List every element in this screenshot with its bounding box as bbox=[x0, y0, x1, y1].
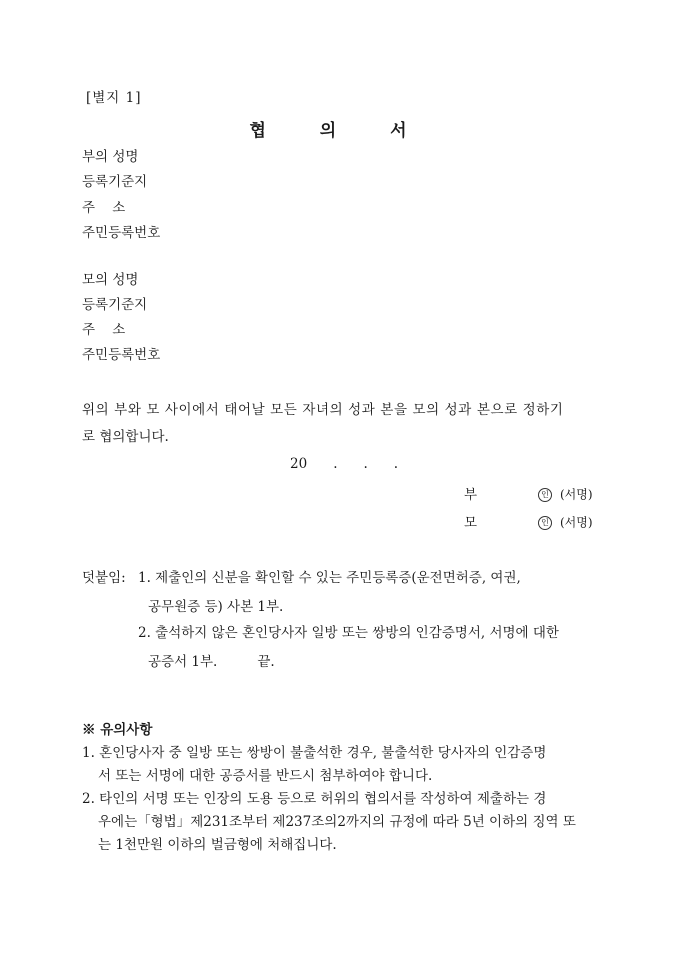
mother-name-label: 모의 성명 bbox=[82, 272, 139, 288]
attachment-item-2-line2: 공증서 1부. bbox=[148, 654, 218, 670]
note-item-2-line2: 우에는「형법」제231조부터 제237조의2까지의 규정에 따라 5년 이하의 징역 또 bbox=[98, 814, 576, 830]
father-address-label: 주 소 bbox=[82, 200, 126, 216]
end-mark: 끝. bbox=[257, 654, 275, 670]
date-year: 20 bbox=[290, 456, 308, 472]
date-dot: . bbox=[363, 456, 368, 472]
attachments-heading: 덧붙임: bbox=[82, 570, 126, 586]
document-title: 협 의 서 bbox=[249, 121, 431, 141]
mother-address-label: 주 소 bbox=[82, 322, 126, 338]
mother-signature bbox=[538, 516, 593, 530]
notes-title: ※ 유의사항 bbox=[82, 722, 153, 738]
attachment-item-1-line2: 공무원증 등) 사본 1부. bbox=[148, 599, 284, 615]
date-dot: . bbox=[333, 456, 338, 472]
date-line bbox=[290, 458, 424, 472]
mother-rrn-label: 주민등록번호 bbox=[82, 347, 161, 363]
note-item-1-line2: 서 또는 서명에 대한 공증서를 반드시 첨부하여야 합니다. bbox=[98, 768, 433, 784]
annex-label: [별지 1] bbox=[86, 90, 142, 106]
father-registry-label: 등록기준지 bbox=[82, 174, 148, 190]
father-signature-role: 부 bbox=[464, 487, 478, 503]
seal-icon: 인 bbox=[538, 488, 552, 502]
signature-note: (서명) bbox=[560, 515, 593, 530]
father-rrn-label: 주민등록번호 bbox=[82, 225, 161, 241]
attachment-item-2-line1: 2. 출석하지 않은 혼인당사자 일방 또는 쌍방의 인감증명서, 서명에 대한 bbox=[138, 625, 559, 641]
attachment-item-2-line2-wrap bbox=[148, 656, 275, 670]
agreement-text-line1: 위의 부와 모 사이에서 태어날 모든 자녀의 성과 본을 모의 성과 본으로 정하기 bbox=[82, 402, 564, 418]
mother-registry-label: 등록기준지 bbox=[82, 297, 148, 313]
mother-signature-role: 모 bbox=[464, 515, 478, 531]
father-signature bbox=[538, 488, 593, 502]
agreement-text-line2: 로 협의합니다. bbox=[82, 429, 169, 445]
note-item-1-line1: 1. 혼인당사자 중 일방 또는 쌍방이 불출석한 경우, 불출석한 당사자의 인감증명 bbox=[82, 745, 547, 761]
attachment-item-1-line1: 1. 제출인의 신분을 확인할 수 있는 주민등록증(운전면허증, 여권, bbox=[138, 570, 521, 586]
note-item-2-line1: 2. 타인의 서명 또는 인장의 도용 등으로 허위의 협의서를 작성하여 제출하는 경 bbox=[82, 791, 547, 807]
signature-note: (서명) bbox=[560, 487, 593, 502]
note-item-2-line3: 는 1천만원 이하의 벌금형에 처해집니다. bbox=[98, 837, 337, 853]
father-name-label: 부의 성명 bbox=[82, 149, 139, 165]
seal-icon: 인 bbox=[538, 516, 552, 530]
date-dot: . bbox=[393, 456, 399, 472]
